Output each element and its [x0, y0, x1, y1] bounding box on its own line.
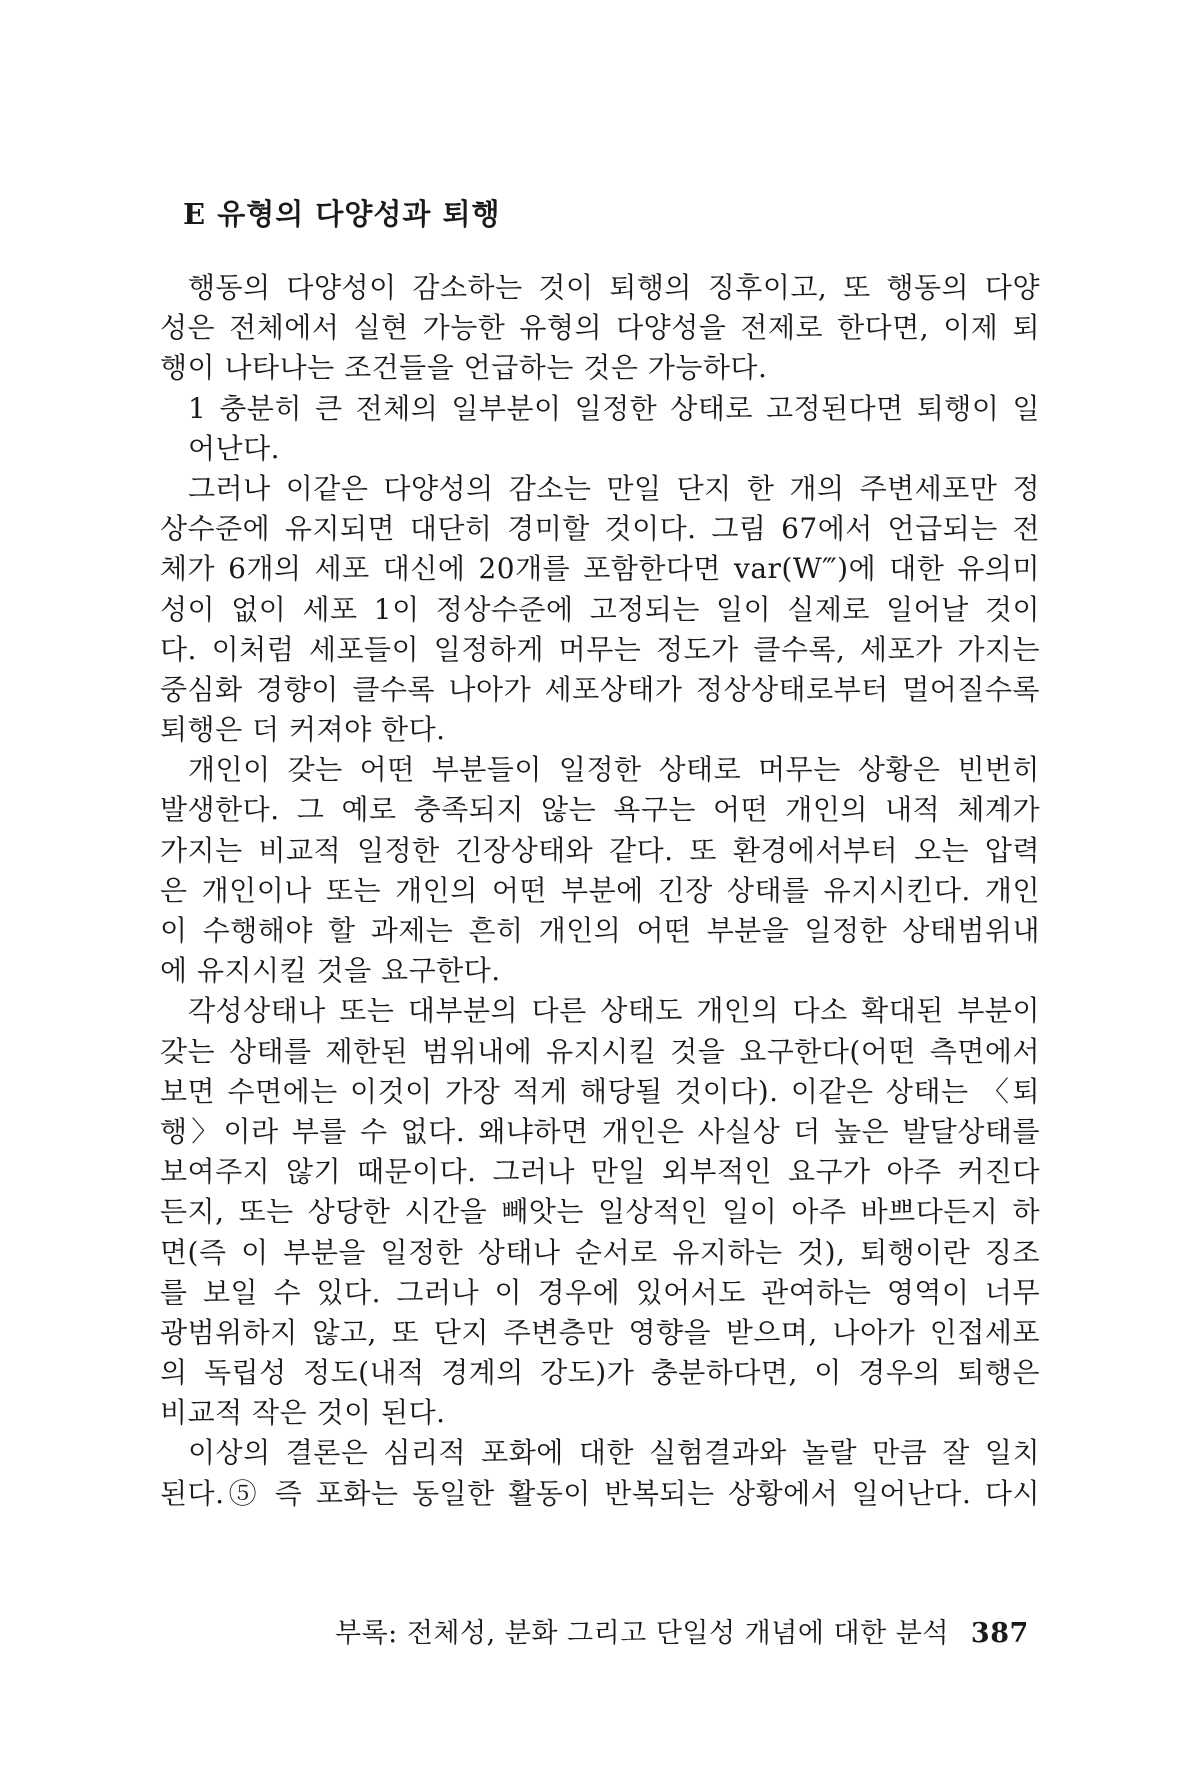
text-line: 에 유지시킬 것을 요구한다. [160, 954, 501, 988]
text-line: 를 보일 수 있다. 그러나 이 경우에 있어서도 관여하는 영역이 너무 [160, 1275, 1040, 1309]
text-line: 행〉이라 부를 수 없다. 왜냐하면 개인은 사실상 더 높은 발달상태를 [160, 1114, 1040, 1148]
body-text [160, 268, 1040, 1514]
text-line: 체가 6개의 세포 대신에 20개를 포함한다면 var(W‴)에 대한 유의미 [160, 552, 1040, 586]
text-line: 중심화 경향이 클수록 나아가 세포상태가 정상상태로부터 멀어질수록 [160, 672, 1040, 706]
text-line: 이상의 결론은 심리적 포화에 대한 실험결과와 놀랄 만큼 잘 일치 [188, 1436, 1040, 1470]
text-line: 이 수행해야 할 과제는 흔히 개인의 어떤 부분을 일정한 상태범위내 [160, 914, 1040, 947]
text-line: 은 개인이나 또는 개인의 어떤 부분에 긴장 상태를 유지시킨다. 개인 [160, 873, 1040, 907]
text-line: 의 독립성 정도(내적 경계의 강도)가 충분하다면, 이 경우의 퇴행은 [160, 1356, 1040, 1390]
text-line: 보여주지 않기 때문이다. 그러나 만일 외부적인 요구가 아주 커진다 [160, 1155, 1040, 1189]
text-line: 성이 없이 세포 1이 정상수준에 고정되는 일이 실제로 일어날 것이 [160, 592, 1040, 626]
text-line: 각성상태나 또는 대부분의 다른 상태도 개인의 다소 확대된 부분이 [188, 994, 1040, 1028]
text-line: 다. 이처럼 세포들이 일정하게 머무는 정도가 클수록, 세포가 가지는 [160, 632, 1040, 666]
text-line: 보면 수면에는 이것이 가장 적게 해당될 것이다). 이같은 상태는 〈퇴 [160, 1074, 1040, 1108]
text-line: 개인이 갖는 어떤 부분들이 일정한 상태로 머무는 상황은 빈번히 [188, 753, 1040, 787]
text-line: 비교적 작은 것이 된다. [160, 1396, 446, 1430]
running-title: 부록: 전체성, 분화 그리고 단일성 개념에 대한 분석 [335, 1618, 949, 1649]
text-line: 발생한다. 그 예로 충족되지 않는 욕구는 어떤 개인의 내적 체계가 [160, 793, 1040, 827]
text-line: 가지는 비교적 일정한 긴장상태와 같다. 또 환경에서부터 오는 압력 [160, 833, 1040, 867]
text-line: 상수준에 유지되면 대단히 경미할 것이다. 그림 67에서 언급되는 전 [160, 512, 1040, 546]
text-line: 면(즉 이 부분을 일정한 상태나 순서로 유지하는 것), 퇴행이란 징조 [160, 1235, 1040, 1269]
text-line: 그러나 이같은 다양성의 감소는 만일 단지 한 개의 주변세포만 정 [188, 471, 1040, 505]
text-line: 퇴행은 더 커져야 한다. [160, 713, 446, 747]
section-heading: E 유형의 다양성과 퇴행 [183, 197, 501, 231]
text-line: 행이 나타나는 조건들을 언급하는 것은 가능하다. [160, 351, 768, 385]
text-line: 든지, 또는 상당한 시간을 빼앗는 일상적인 일이 아주 바쁘다든지 하 [160, 1195, 1040, 1229]
page-number: 387 [970, 1618, 1029, 1649]
text-line: 광범위하지 않고, 또 단지 주변층만 영향을 받으며, 나아가 인접세포 [160, 1315, 1040, 1349]
text-line: 1 충분히 큰 전체의 일부분이 일정한 상태로 고정된다면 퇴행이 일 [188, 391, 1040, 425]
text-line: 어난다. [188, 431, 281, 465]
text-line: 된다.⑤ 즉 포화는 동일한 활동이 반복되는 상황에서 일어난다. 다시 [160, 1476, 1040, 1510]
text-line: 행동의 다양성이 감소하는 것이 퇴행의 징후이고, 또 행동의 다양 [188, 271, 1040, 304]
text-line: 갖는 상태를 제한된 범위내에 유지시킬 것을 요구한다(어떤 측면에서 [160, 1034, 1040, 1068]
page-footer [335, 1611, 1029, 1650]
text-line: 성은 전체에서 실현 가능한 유형의 다양성을 전제로 한다면, 이제 퇴 [160, 311, 1040, 345]
